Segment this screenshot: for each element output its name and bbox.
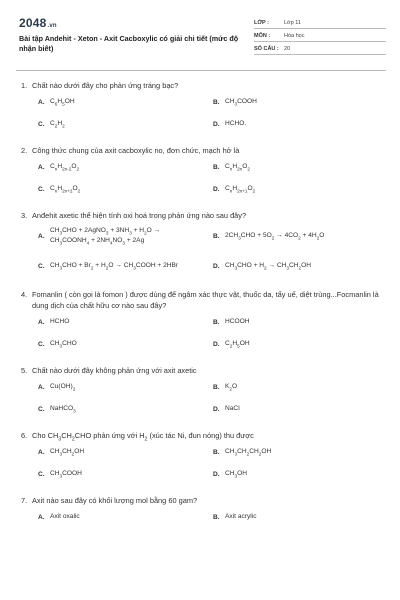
- answer-option-b[interactable]: [213, 441, 388, 463]
- option-text: $C_2H_2$: [50, 120, 65, 129]
- option-label: C.: [38, 340, 45, 348]
- answer-option-c[interactable]: [38, 463, 213, 485]
- option-list: [38, 441, 386, 485]
- question-number: 6.: [21, 431, 28, 440]
- option-text: NaHCO$_3$: [50, 405, 76, 414]
- option-label: D.: [213, 470, 220, 478]
- option-label: D.: [213, 405, 220, 413]
- option-list: [38, 156, 386, 200]
- option-list: [38, 91, 386, 135]
- option-label: B.: [213, 513, 220, 521]
- answer-option-c[interactable]: [38, 398, 213, 420]
- answer-option-d[interactable]: [213, 113, 388, 135]
- option-text: HCOOH: [225, 318, 250, 325]
- answer-option-c[interactable]: [38, 333, 213, 355]
- question-number: 3.: [21, 211, 28, 220]
- question-body: Cho $CH_3CH_2CHO$ phản ứng với $H_2$ (xúc tác Ni, đun nóng) thu được: [32, 431, 254, 443]
- meta-class-row: [254, 16, 386, 29]
- option-text: NaCl: [225, 405, 240, 412]
- option-text: $CH_3OH$: [225, 470, 247, 479]
- question-text: [18, 495, 386, 506]
- option-label: B.: [213, 232, 220, 240]
- answer-option-b[interactable]: [213, 91, 388, 113]
- question-body: Công thức chung của axit cacboxylic no, đơn chức, mạch hở là: [32, 146, 240, 155]
- option-label: B.: [213, 98, 220, 106]
- question-number: 7.: [21, 496, 28, 505]
- option-text: HCHO.: [225, 120, 247, 127]
- question-body: Chất nào dưới đây không phản ứng với axit axetic: [32, 366, 197, 375]
- answer-option-a[interactable]: [38, 221, 213, 251]
- option-list: [38, 506, 386, 528]
- question-text: [18, 430, 386, 441]
- option-list: [38, 221, 386, 281]
- document-meta: [254, 16, 386, 55]
- option-label: A.: [38, 383, 45, 391]
- question-text: [18, 289, 386, 311]
- option-label: C.: [38, 185, 45, 193]
- document-title: Bài tập Andehit - Xeton - Axit Cacboxylic có giải chi tiết (mức độ nhận biết): [19, 34, 239, 53]
- answer-option-a[interactable]: [38, 91, 213, 113]
- option-text: $C_2H_5OH$: [225, 340, 250, 349]
- question-5: [18, 365, 386, 420]
- question-body: Chất nào dưới đây cho phản ứng tráng bạc?: [32, 81, 179, 90]
- question-text: [18, 210, 386, 221]
- option-text: $CH_3COOH$: [225, 98, 257, 107]
- answer-option-c[interactable]: [38, 113, 213, 135]
- option-label: A.: [38, 98, 45, 106]
- option-label: C.: [38, 262, 45, 270]
- option-text: $C_6H_5OH$: [50, 98, 75, 107]
- option-label: C.: [38, 405, 45, 413]
- document-header: [16, 14, 386, 64]
- meta-value: Lớp 11: [284, 20, 301, 26]
- question-text: [18, 145, 386, 156]
- answer-option-c[interactable]: [38, 251, 213, 281]
- question-1: [18, 80, 386, 135]
- option-label: B.: [213, 163, 220, 171]
- answer-option-a[interactable]: [38, 156, 213, 178]
- option-text: $CH_3CHO$ + 2AgNO$_3$ + $3NH_3 + H_2O$ → $CH_3COONH_4 + 2NH_4NO_3 + 2Ag$: [50, 227, 161, 246]
- answer-option-b[interactable]: [213, 506, 388, 528]
- question-body: Axit nào sau đây có khối lượng mol bằng 60 gam?: [32, 496, 198, 505]
- option-text: $C_nH_{2n-2}O_2$: [50, 163, 80, 172]
- meta-key: LỚP :: [254, 20, 269, 26]
- question-body: Anđehit axetic thể hiện tính oxi hoá trong phản ứng nào sau đây?: [32, 211, 247, 220]
- meta-key: MÔN :: [254, 33, 271, 39]
- option-list: [38, 311, 386, 355]
- option-label: D.: [213, 120, 220, 128]
- answer-option-a[interactable]: [38, 441, 213, 463]
- answer-option-b[interactable]: [213, 376, 388, 398]
- question-number: 5.: [21, 366, 28, 375]
- option-text: $K_2O$: [225, 383, 238, 392]
- option-list: [38, 376, 386, 420]
- answer-option-a[interactable]: [38, 376, 213, 398]
- site-logo[interactable]: [19, 16, 57, 30]
- answer-option-d[interactable]: [213, 178, 388, 200]
- answer-option-a[interactable]: [38, 311, 213, 333]
- answer-option-a[interactable]: [38, 506, 213, 528]
- option-text: $CH_3CH_2CH_2OH$: [225, 448, 272, 457]
- option-label: B.: [213, 448, 220, 456]
- option-label: B.: [213, 318, 220, 326]
- question-4: [18, 289, 386, 355]
- option-text: $CH_3CHO$: [50, 340, 77, 349]
- answer-option-b[interactable]: [213, 156, 388, 178]
- option-label: D.: [213, 340, 220, 348]
- answer-option-c[interactable]: [38, 178, 213, 200]
- option-label: C.: [38, 470, 45, 478]
- question-number: 1.: [21, 81, 28, 90]
- option-text: $Cu(OH)_2$: [50, 383, 76, 392]
- meta-value: 20: [284, 46, 291, 52]
- question-6: [18, 430, 386, 485]
- question-text: [18, 365, 386, 376]
- answer-option-d[interactable]: [213, 251, 388, 281]
- meta-key: SỐ CÂU :: [254, 46, 279, 52]
- header-divider: [16, 70, 386, 71]
- option-label: B.: [213, 383, 220, 391]
- logo-suffix: .vn: [47, 23, 57, 29]
- option-label: A.: [38, 163, 45, 171]
- option-text: $CH_3CH_2OH$: [50, 448, 85, 457]
- logo-text: 2048: [19, 16, 47, 30]
- option-text: $2CH_3CHO + 5O_2 \to 4CO_2 + 4H_2O$: [225, 232, 325, 241]
- option-text: $CH_3CHO + Br_2 + H_2O$ → $CH_3COOH + 2HBr$: [50, 262, 179, 271]
- option-label: D.: [213, 262, 220, 270]
- answer-option-d[interactable]: [213, 398, 388, 420]
- question-3: [18, 210, 386, 281]
- question-number: 4.: [21, 290, 28, 299]
- option-label: A.: [38, 232, 45, 240]
- option-text: HCHO: [50, 318, 70, 325]
- option-label: A.: [38, 513, 45, 521]
- option-text: $C_nH_{2n+2}O_2$: [50, 185, 81, 194]
- answer-option-b[interactable]: [213, 221, 388, 251]
- option-text: Axit oxalic: [50, 513, 80, 520]
- option-label: C.: [38, 120, 45, 128]
- meta-subject-row: [254, 29, 386, 42]
- answer-option-b[interactable]: [213, 311, 388, 333]
- option-label: D.: [213, 185, 220, 193]
- question-7: [18, 495, 386, 528]
- option-text: $CH_3CHO + H_2 \to CH_3CH_2OH$: [225, 262, 311, 271]
- question-2: [18, 145, 386, 200]
- option-label: A.: [38, 448, 45, 456]
- option-text: $C_nH_{2n+1}O_2$: [225, 185, 256, 194]
- question-body: Fomanlin ( còn gọi là fomon ) được dùng để ngâm xác thực vật, thuốc da, tẩy uế, diệt trùng...Focmanlin là dung dịch của chất hữu cơ nào sau đây?: [32, 290, 379, 310]
- answer-option-d[interactable]: [213, 463, 388, 485]
- option-text: $C_nH_{2n}O_2$: [225, 163, 250, 172]
- meta-value: Hóa học: [284, 33, 305, 39]
- question-text: [18, 80, 386, 91]
- option-text: Axit acrylic: [225, 513, 257, 520]
- option-text: $CH_3COOH$: [50, 470, 82, 479]
- question-number: 2.: [21, 146, 28, 155]
- question-list: [18, 80, 386, 538]
- answer-option-d[interactable]: [213, 333, 388, 355]
- option-label: A.: [38, 318, 45, 326]
- meta-count-row: [254, 42, 386, 55]
